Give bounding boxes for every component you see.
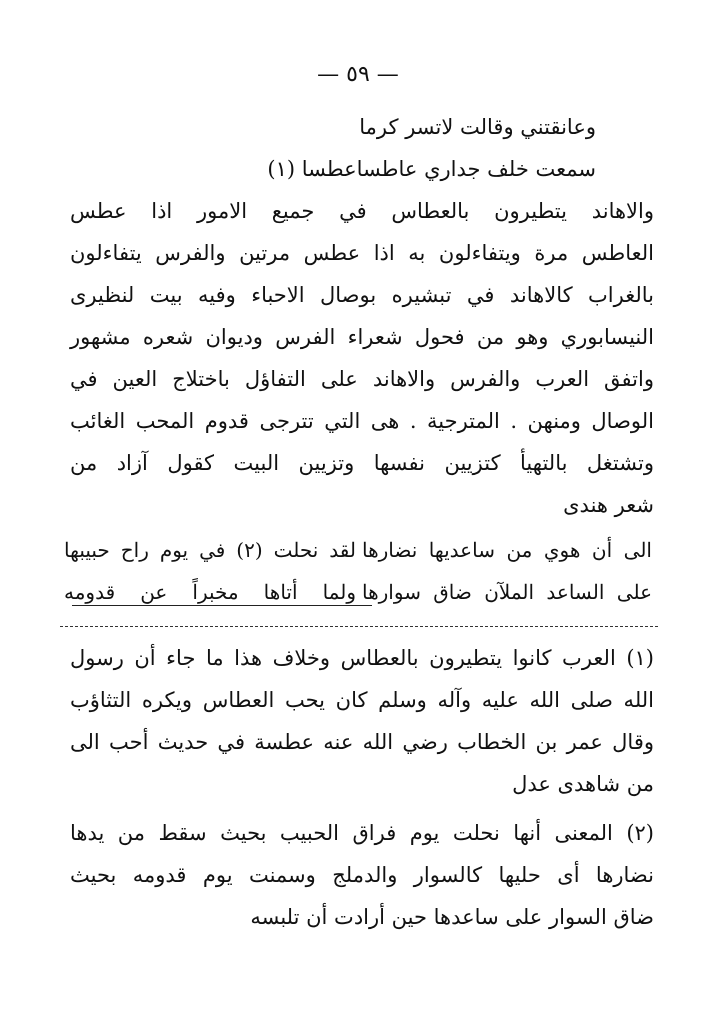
footnote-2-line-3: ضاق السوار على ساعدها حين أرادت أن تلبسه <box>250 905 654 929</box>
footnote-divider <box>60 626 658 627</box>
body-line-3: والاهاند يتطيرون بالعطاس في جميع الامور اذا عطس <box>70 199 654 223</box>
footnote-1-line-3: وقال عمر بن الخطاب رضي الله عنه عطسة في حديث أحب الى <box>70 730 654 754</box>
verse-2-first-hemistich: ولما أتاها مخبراً عن قدومه <box>64 580 356 604</box>
footnote-1-line-4: من شاهدى عدل <box>512 772 654 796</box>
verse-2-second-hemistich: على الساعد الملآن ضاق سوارها <box>362 580 652 604</box>
page-number: — ٥٩ — <box>317 62 399 87</box>
footnote-1-line-1: (١) العرب كانوا يتطيرون بالعطاس وخلاف هذا ما جاء أن رسول <box>70 646 654 670</box>
body-line-7: واتفق العرب والفرس والاهاند على التفاؤل باختلاج العين في <box>70 367 654 391</box>
body-line-9: وتشتغل بالتهيأ كتزيين نفسها وتزيين البيت كقول آزاد من <box>70 451 654 475</box>
body-line-5: بالغراب كالاهاند في تبشيره بوصال الاحباء وفيه بيت لنظيرى <box>70 283 654 307</box>
body-line-10: شعر هندى <box>563 493 654 517</box>
body-line-8: الوصال ومنهن . المترجية . هى التي تترجى قدوم المحب الغائب <box>70 409 654 433</box>
footnote-1-line-2: الله صلى الله عليه وآله وسلم كان يحب العطاس ويكره التثاؤب <box>70 688 654 712</box>
footnote-2-line-1: (٢) المعنى أنها نحلت يوم فراق الحبيب بحيث سقط من يدها <box>70 821 654 845</box>
verse-1-first-hemistich: لقد نحلت (٢) في يوم راح حبيبها <box>64 538 356 562</box>
verse-line-1: وعانقتني وقالت لاتسر كرما <box>359 115 596 139</box>
verse-1-second-hemistich: الى أن هوي من ساعديها نضارها <box>362 538 652 562</box>
body-line-4: العاطس مرة ويتفاءلون به اذا عطس مرتين والفرس يتفاءلون <box>70 241 654 265</box>
footnote-2-line-2: نضارها أى حليها كالسوار والدملج وسمنت يوم قدومه بحيث <box>70 863 654 887</box>
verse-line-2: سمعت خلف جداري عاطساعطسا (١) <box>267 157 596 181</box>
verse-underline <box>72 605 372 606</box>
body-line-6: النيسابوري وهو من فحول شعراء الفرس وديوان شعره مشهور <box>70 325 654 349</box>
